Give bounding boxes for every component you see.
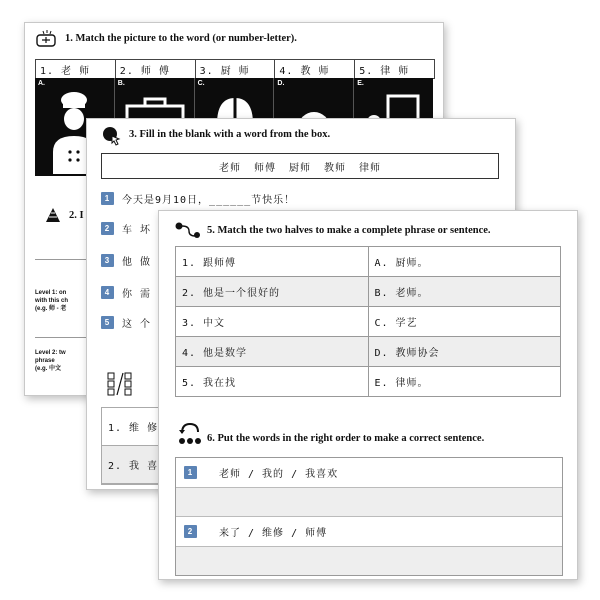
item-number-badge: 5 [101,316,114,329]
item-text: 老师 / 我的 / 我喜欢 [219,469,339,480]
order-item [176,517,562,547]
worksheet-page-3 [158,210,578,580]
order-table [175,457,563,576]
section-6-title: 6. Put the words in the right order to make a correct sentence. [207,433,485,444]
fill-blank-item [101,315,151,330]
match-left: 1. 跟师傅 [176,247,369,277]
box-word: 厨师 [289,162,311,174]
item-text: 你 需 [122,289,152,300]
item-text: 他 做 [122,257,152,268]
answer-line [176,547,562,575]
item-number-badge: 4 [101,286,114,299]
item-number-badge: 1 [184,466,197,479]
section-2-title: 2. I [69,210,84,221]
match-right: C. 学艺 [368,307,561,337]
picture-label: A. [38,80,45,87]
section-5-title: 5. Match the two halves to make a complete phrase or sentence. [207,225,491,236]
level-text: phrase [35,358,55,364]
table-row: 1. 维 修 [102,408,182,446]
item-text: 今天是9月10日，______节快乐！ [122,195,296,206]
fill-blank-item [101,191,295,206]
word-box [101,153,499,179]
level-text: Level 1: on [35,290,67,296]
item-number-badge: 1 [101,192,114,205]
box-word: 教师 [324,162,346,174]
word-cell: 1. 老 师 [36,60,116,78]
word-cell: 2. 师 傅 [116,60,196,78]
item-text: 这 个 [122,319,152,330]
item-text: 来了 / 维修 / 师傅 [219,528,328,539]
item-number-badge: 3 [101,254,114,267]
level-text: (e.g. 中文 [35,366,62,372]
answer-line [176,488,562,517]
match-left: 4. 他是数学 [176,337,369,367]
reorder-arrow-icon [177,421,203,445]
picture-label: B. [117,80,125,87]
word-row [35,59,435,79]
word-cell: 4. 教 师 [275,60,355,78]
order-item [176,458,562,488]
table-row [176,307,561,337]
item-number-badge: 2 [184,525,197,538]
picture-label: C. [197,80,205,87]
level-text: Level 2: tw [35,350,66,356]
item-number-badge: 2 [101,222,114,235]
fill-blank-item [101,221,151,236]
match-left: 5. 我在找 [176,367,369,397]
fill-blank-item [101,285,151,300]
match-right: B. 老师。 [368,277,561,307]
picture-label: E. [357,80,364,87]
box-word: 律师 [359,162,381,174]
match-table [175,246,561,397]
match-left: 2. 他是一个很好的 [176,277,369,307]
match-right: D. 教师协会 [368,337,561,367]
certificate-icon [35,29,59,49]
table-row [176,367,561,397]
table-row: 2. 我 喜 [102,446,182,484]
table-row [176,277,561,307]
picture-label: D. [277,80,285,87]
level-text: with this ch [35,298,68,304]
word-cell: 3. 厨 师 [196,60,276,78]
fill-blank-item [101,253,151,268]
table-row [176,337,561,367]
pointer-click-icon [101,125,123,147]
box-word: 老师 [219,162,241,174]
match-left: 3. 中文 [176,307,369,337]
match-right: E. 律师。 [368,367,561,397]
word-cell: 5. 律 师 [359,66,410,77]
connect-dots-icon [175,221,201,239]
box-word: 师傅 [254,162,276,174]
grid-formula-icon [107,371,133,397]
table-row [176,247,561,277]
level-text: (e.g. 师 - 老 [35,306,67,312]
item-text: 车 坏 [122,225,152,236]
section-3-title: 3. Fill in the blank with a word from the box. [129,129,331,140]
section-1-title: 1. Match the picture to the word (or number-letter). [65,33,297,44]
match-right: A. 厨师。 [368,247,561,277]
pyramid-icon [45,207,61,223]
